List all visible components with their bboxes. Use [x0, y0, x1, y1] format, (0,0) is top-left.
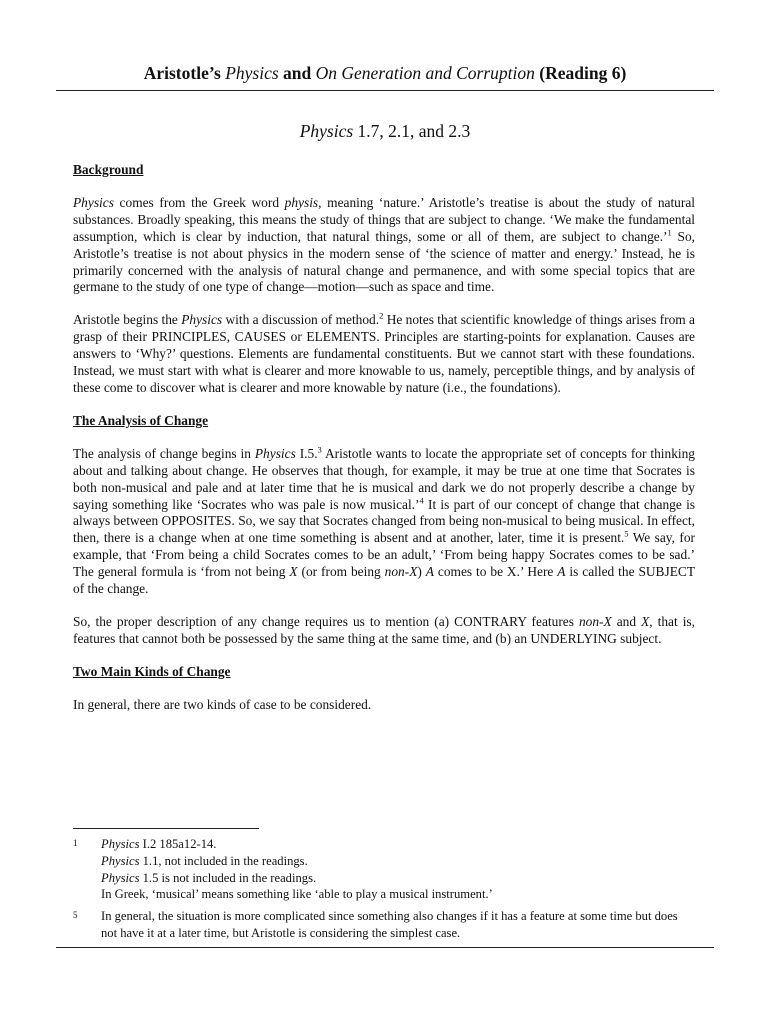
footnote-text: [101, 908, 695, 942]
section-title-italic: Physics: [299, 121, 354, 141]
text-run: comes from the Greek word: [113, 194, 285, 210]
footnote-item: [73, 836, 695, 853]
text-run: He notes that scientific knowledge of things arises from a grasp of their PRINCIPLES, CAUSES or ELEMENTS. Principles are starting-points for explanation. Causes are answers to ‘Why?’ questions. Elements are fundamental constituents. But we cannot start with these foundations. Instead, we must start with what is clearer and more knowable to us, namely, perceptible things, and by analysis of these come to discover what is clearer and more knowable by nature (i.e., the foundations).: [73, 312, 695, 395]
footnote-text: [101, 870, 695, 887]
paragraph-background-1: [73, 195, 695, 296]
text-run: , meaning ‘nature.’ Aristotle’s treatise is about the study of natural substances. Broadly speaking, this means the study of things that are subject to change. ‘We make the fundamental assumption, which is clear by induction, that natural things, some or all of them, are subject to change.’: [73, 194, 695, 244]
page-header: [56, 62, 714, 84]
header-italic-physics: Physics: [225, 63, 279, 83]
text-run: We say, for example, that ‘From being a child Socrates comes to be an adult,’ ‘From being happy Socrates comes to be sad.’ The general formula is ‘from not being: [73, 530, 695, 580]
header-italic-title: On Generation and Corruption: [315, 63, 535, 83]
footer-divider: [56, 947, 714, 948]
text-run: In Greek, ‘musical’ means something like ‘able to play a musical instrument.’: [101, 887, 493, 902]
body-content: [73, 162, 695, 730]
heading-background: Background: [73, 162, 144, 177]
section-title: [56, 120, 714, 142]
footnote-text: [101, 836, 695, 853]
header-text: and: [278, 63, 316, 83]
footnote-ref: 1: [667, 227, 672, 238]
text-run: I.2 185a12-14.: [139, 837, 217, 851]
text-run: It is part of our concept of change that change is always between OPPOSITES. So, we say that Socrates changed from being non-musical to being musical. In effect, then, there is a change when at one time something is absent and at another, later, time it is present.: [73, 496, 695, 546]
footnote-number: [73, 886, 101, 903]
italic-term: physis: [284, 194, 319, 210]
footnote-number: [73, 853, 101, 870]
text-run: (or from being: [297, 564, 385, 580]
footnote-ref: 2: [379, 310, 384, 321]
footnote-number: 1: [73, 838, 78, 848]
footnote-ref: 3: [317, 444, 322, 455]
italic-term: non-X: [578, 613, 612, 629]
italic-term: Physics: [101, 837, 140, 851]
text-run: So, the proper description of any change requires us to mention (a) CONTRARY features: [73, 613, 579, 629]
footnote-item: [73, 886, 695, 903]
header-divider: [56, 90, 714, 91]
italic-term: non-X: [384, 564, 418, 580]
footnote-divider: [73, 828, 259, 829]
footnotes: [73, 836, 695, 942]
text-run: 1.5 is not included in the readings.: [139, 870, 317, 885]
footnote-text: [101, 853, 695, 870]
italic-term: A: [557, 564, 566, 580]
text-run: 1.1, not included in the readings.: [139, 853, 308, 868]
section-title-rest: 1.7, 2.1, and 2.3: [353, 121, 471, 141]
footnote-item: [73, 908, 695, 942]
italic-term: X: [641, 613, 650, 629]
footnote-item: [73, 870, 695, 887]
text-run: Aristotle wants to locate the appropriate set of concepts for thinking about and talking about change. He observes that though, for example, it may be true at one time that Socrates is both non-musical and pale and at later time that he is musical and dark we do not properly describe a change by saying something like ‘Socrates who was pale is now musical.’: [73, 445, 696, 512]
paragraph-kinds-1: In general, there are two kinds of case to be considered.: [73, 696, 372, 712]
header-text: (Reading 6): [534, 63, 627, 83]
footnote-ref: 4: [419, 495, 424, 506]
italic-term: A: [425, 564, 434, 580]
header-text: Aristotle’s: [143, 63, 226, 83]
text-run: comes to be X.’ Here: [433, 564, 558, 580]
text-run: So, Aristotle’s treatise is not about physics in the modern sense of ‘the science of matter and energy.’ Instead, he is primarily concerned with the analysis of natural change and permanence, and with some special topics that are germane to the study of one type of change—motion—such as space and time.: [73, 228, 695, 295]
footnote-number: [73, 870, 101, 887]
italic-term: X: [289, 564, 298, 580]
paragraph-analysis-2: [73, 614, 695, 648]
text-run: ): [417, 564, 426, 580]
footnote-ref: 5: [624, 528, 629, 539]
text-run: with a discussion of method.: [222, 312, 380, 328]
text-run: I.5.: [295, 445, 318, 461]
italic-term: Physics: [101, 853, 140, 868]
text-run: Aristotle begins the: [73, 312, 182, 328]
footnote-text: [101, 886, 695, 903]
italic-term: Physics: [73, 194, 114, 210]
italic-term: Physics: [181, 312, 223, 328]
italic-term: Physics: [101, 870, 140, 885]
text-run: and: [611, 613, 642, 629]
italic-term: Physics: [254, 445, 296, 461]
paragraph-analysis-1: [73, 446, 695, 598]
footnote-number: 5: [73, 910, 78, 921]
text-run: In general, the situation is more complicated since something also changes if it has a feature at some time but does not have it at a later time, but Aristotle is considering the simplest case.: [101, 909, 678, 940]
heading-two-kinds-of-change: Two Main Kinds of Change: [73, 663, 231, 679]
paragraph-background-2: [73, 312, 695, 397]
text-run: The analysis of change begins in: [73, 445, 255, 461]
text-run: , that is, features that cannot both be possessed by the same thing at the same time, and (b) an UNDERLYING subject.: [73, 613, 695, 646]
heading-analysis-of-change: The Analysis of Change: [73, 412, 209, 428]
footnote-item: [73, 853, 695, 870]
text-run: is called the SUBJECT of the change.: [73, 564, 695, 597]
